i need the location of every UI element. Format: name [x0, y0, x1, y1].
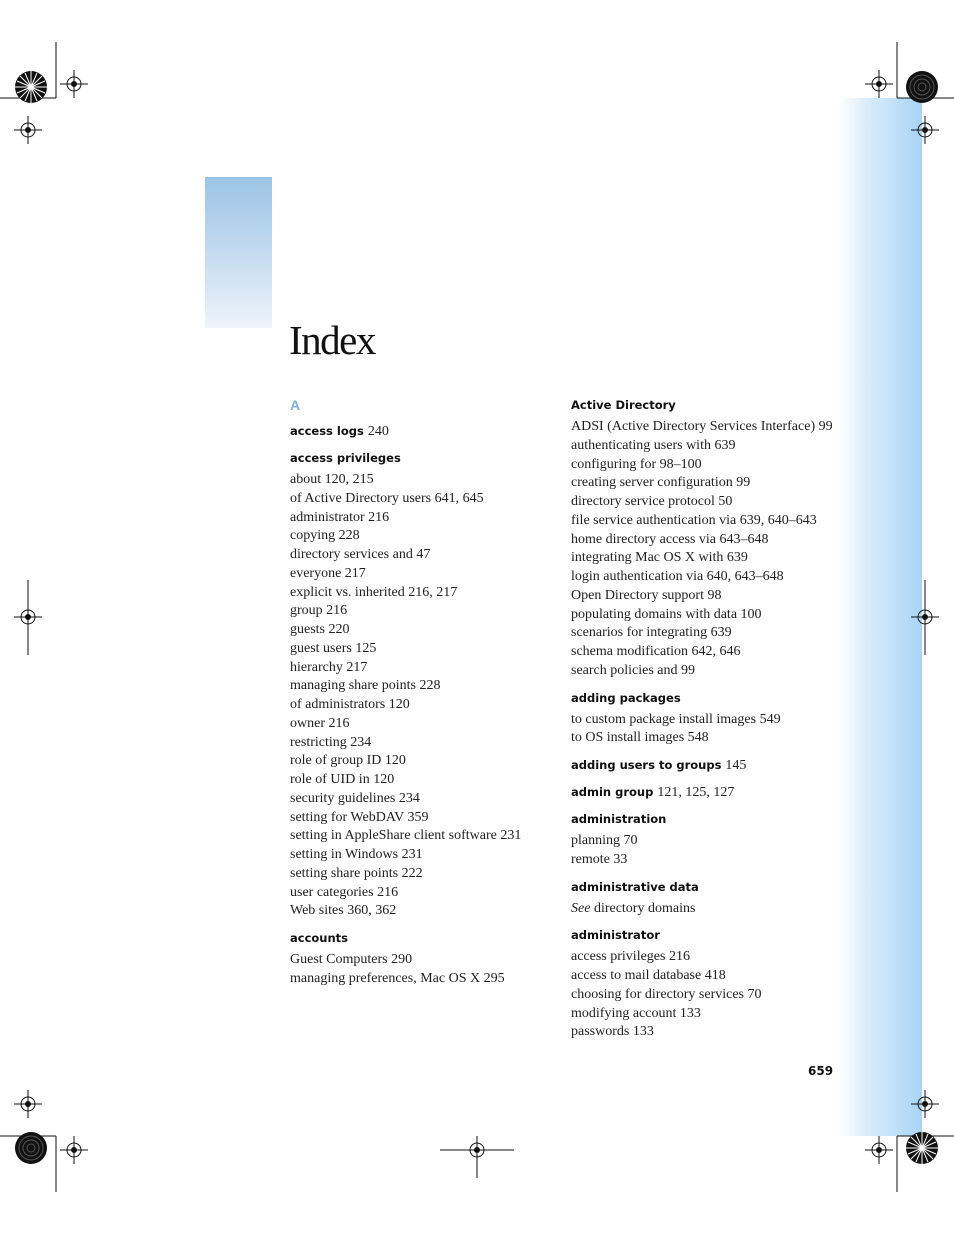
index-entry	[290, 449, 540, 921]
index-subentry: directory service protocol 50	[571, 494, 733, 509]
index-subentry: passwords 133	[571, 1024, 654, 1040]
index-subentry: remote 33	[571, 851, 628, 867]
star-target-icon	[906, 71, 938, 103]
index-subentry: of Active Directory users 641, 645	[290, 490, 484, 506]
index-entry-head	[571, 878, 821, 896]
index-subentry: authenticating users with 639	[571, 437, 736, 453]
registration-mark-icon	[14, 580, 42, 655]
index-subentry: hierarchy 217	[290, 659, 368, 675]
index-subentries	[571, 948, 821, 1042]
index-subentry: guests 220	[290, 622, 350, 637]
index-entry	[571, 878, 821, 919]
index-entry	[571, 926, 821, 1042]
index-subentry: planning 70	[571, 833, 638, 848]
index-letter-heading: A	[290, 397, 301, 413]
index-entry-head	[290, 449, 540, 467]
index-subentry: restricting 234	[290, 734, 372, 750]
index-entry-head	[290, 929, 540, 947]
star-target-icon	[15, 71, 47, 103]
index-column-right	[571, 396, 833, 1050]
registration-mark-icon	[60, 1136, 88, 1164]
index-term: admin group	[571, 785, 654, 799]
index-subentry: group 216	[290, 603, 348, 619]
page-number: 659	[808, 1064, 834, 1078]
index-subentry: setting in Windows 231	[290, 847, 423, 862]
index-subentry: populating domains with data 100	[571, 606, 762, 622]
index-subentries	[290, 951, 540, 989]
index-term: Active Directory	[571, 398, 676, 412]
index-entry	[571, 689, 821, 749]
index-entry	[571, 396, 833, 681]
index-entry-head	[290, 422, 540, 441]
index-subentries	[571, 418, 833, 681]
index-entry	[571, 756, 821, 775]
index-subentry: access privileges 216	[571, 949, 690, 965]
index-subentry: directory services and 47	[290, 547, 431, 562]
index-subentry: Open Directory support 98	[571, 587, 722, 603]
index-subentry: modifying account 133	[571, 1005, 701, 1021]
index-term: accounts	[290, 931, 349, 945]
see-target: directory domains	[593, 900, 696, 916]
registration-mark-icon	[865, 70, 893, 98]
index-entry-head	[571, 396, 821, 414]
index-subentry: integrating Mac OS X with 639	[571, 550, 748, 566]
index-entry-head	[571, 810, 821, 828]
registration-mark-icon	[911, 116, 939, 144]
index-subentries	[290, 471, 540, 921]
index-subentry: file service authentication via 639, 640–643	[571, 512, 817, 528]
index-subentry: scenarios for integrating 639	[571, 625, 732, 641]
star-target-icon	[15, 1132, 47, 1164]
index-entry	[571, 783, 821, 802]
registration-mark-icon	[911, 580, 939, 655]
index-subentry: setting share points 222	[290, 865, 423, 881]
index-subentry: login authentication via 640, 643–648	[571, 569, 784, 584]
index-subentry: about 120, 215	[290, 472, 374, 487]
right-entries	[571, 396, 833, 1042]
index-term-pages: 145	[725, 758, 747, 773]
registration-mark-icon	[865, 1136, 893, 1164]
index-subentry: guest users 125	[290, 640, 377, 656]
index-subentry: Web sites 360, 362	[290, 903, 397, 919]
index-subentry: copying 228	[290, 528, 360, 544]
index-subentry: to OS install images 548	[571, 730, 709, 746]
index-subentry: Guest Computers 290	[290, 952, 413, 967]
index-subentry: creating server configuration 99	[571, 475, 751, 491]
index-entry-head	[571, 926, 821, 944]
index-subentry: choosing for directory services 70	[571, 986, 762, 1002]
index-term-pages: 121, 125, 127	[657, 785, 735, 800]
index-column-left	[290, 397, 540, 997]
registration-mark-icon	[440, 1136, 514, 1178]
index-term: administration	[571, 812, 667, 826]
index-subentry: security guidelines 234	[290, 790, 420, 806]
index-entry-head	[571, 783, 821, 802]
index-term: adding users to groups	[571, 758, 722, 772]
index-subentry: managing preferences, Mac OS X 295	[290, 970, 505, 986]
index-term: access privileges	[290, 451, 401, 465]
index-subentry: user categories 216	[290, 884, 399, 900]
star-target-icon	[906, 1132, 938, 1164]
registration-mark-icon	[60, 70, 88, 98]
index-see-reference	[571, 900, 821, 919]
index-entry	[571, 810, 821, 870]
index-entry-head	[571, 756, 821, 775]
index-subentry: configuring for 98–100	[571, 456, 702, 472]
index-subentry: explicit vs. inherited 216, 217	[290, 584, 458, 600]
registration-mark-icon	[14, 1090, 42, 1118]
index-term: access logs	[290, 424, 364, 438]
index-entry	[290, 422, 540, 441]
index-subentry: owner 216	[290, 715, 350, 731]
page-title: Index	[289, 317, 375, 363]
index-term-pages: 240	[367, 424, 389, 439]
index-subentry: setting in AppleShare client software 231	[290, 828, 522, 844]
index-subentries	[571, 900, 821, 919]
see-label: See	[571, 900, 591, 916]
index-subentry: search policies and 99	[571, 662, 696, 678]
index-subentry: role of group ID 120	[290, 753, 406, 769]
registration-mark-icon	[911, 1090, 939, 1118]
index-subentry: of administrators 120	[290, 697, 410, 712]
index-subentries	[571, 711, 821, 749]
index-subentry: managing share points 228	[290, 678, 441, 694]
index-entry	[290, 929, 540, 989]
index-subentries	[571, 832, 821, 870]
index-subentry: role of UID in 120	[290, 772, 395, 787]
index-subentry: to custom package install images 549	[571, 711, 781, 727]
index-subentry: administrator 216	[290, 509, 390, 525]
index-term: adding packages	[571, 690, 681, 705]
registration-mark-icon	[14, 116, 42, 144]
index-subentry: schema modification 642, 646	[571, 644, 741, 659]
index-subentry: access to mail database 418	[571, 968, 726, 983]
index-subentry: everyone 217	[290, 565, 366, 581]
index-subentry: home directory access via 643–648	[571, 531, 769, 547]
index-subentry: ADSI (Active Directory Services Interface) 99	[571, 419, 833, 434]
index-term: administrative data	[571, 879, 699, 894]
left-entries	[290, 422, 540, 989]
index-term: administrator	[571, 928, 660, 943]
index-subentry: setting for WebDAV 359	[290, 809, 429, 825]
index-entry-head	[571, 689, 821, 707]
